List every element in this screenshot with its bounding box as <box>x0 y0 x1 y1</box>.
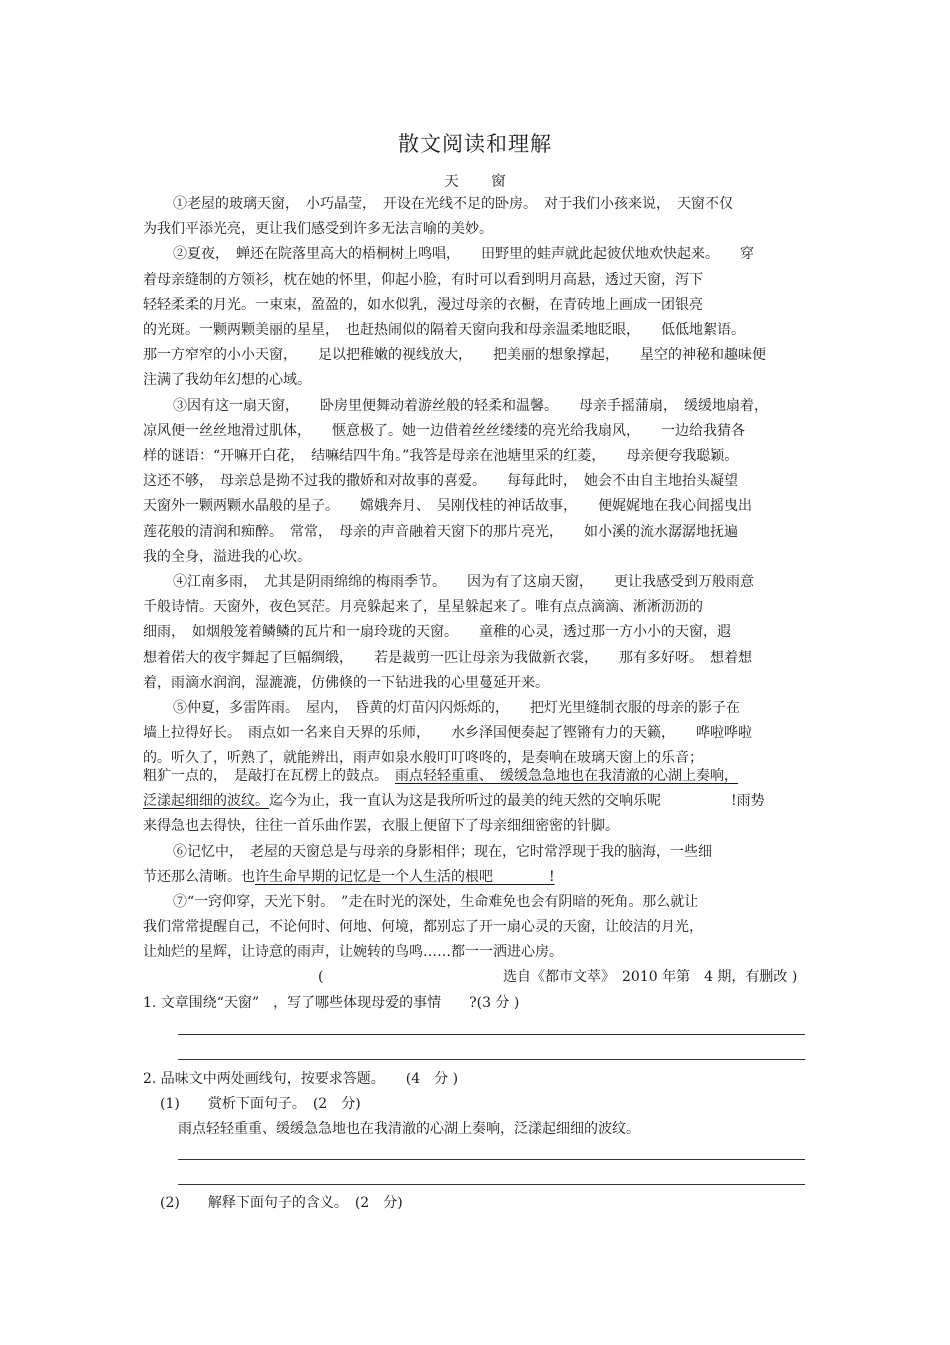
line-text: 迄今为止，我一直认为这是我所听过的最美的纯天然的交响乐呢 !雨势 <box>269 793 765 809</box>
question-2: 2. 品味文中两处画线句，按要求答题。 (4 分 ) <box>143 1071 459 1087</box>
line-text: 粗犷一点的， 是敲打在瓦楞上的鼓点。 <box>143 768 395 784</box>
essay-line <box>143 766 738 786</box>
underlined-sentence: 雨点轻轻重重、 缓缓急急地也在我清澈的心湖上奏响， <box>395 768 738 784</box>
essay-line: ②夏夜， 蝉还在院落里高大的梧桐树上鸣唱， 田野里的蛙声就此起彼伏地欢快起来。 穿 <box>173 246 754 262</box>
essay-line: 轻轻柔柔的月光。一束束，盈盈的，如水似乳，漫过母亲的衣橱，在青砖地上画成一团银亮 <box>143 297 703 313</box>
essay-line: 着，雨滴水润润，湿漉漉，仿佛倏的一下钻进我的心里蔓延开来。 <box>143 675 549 691</box>
essay-line: 凉风便一丝丝地滑过肌体， 惬意极了。她一边借着丝丝缕缕的亮光给我扇风， 一边给我猜各 <box>143 423 745 439</box>
essay-line: 我们常常提醒自己，不论何时、何地、何境，都别忘了开一扇心灵的天窗，让皎洁的月光， <box>143 919 703 935</box>
essay-line: 来得急也去得快，往往一首乐曲作罢，衣服上便留下了母亲细细密密的针脚。 <box>143 818 619 834</box>
underlined-sentence: 许生命早期的记忆是一个人生活的根吧 ! <box>255 869 555 885</box>
page-title: 散文阅读和理解 <box>398 132 552 156</box>
source-citation: 选自《都市文萃》 2010 年第 4 期，有删改 ) <box>503 969 798 985</box>
essay-title <box>0 170 950 191</box>
essay-line: 为我们平添光亮，更让我们感受到许多无法言喻的美妙。 <box>143 221 493 237</box>
essay-line: 想着偌大的夜宇舞起了巨幅绸缎， 若是裁剪一匹让母亲为我做新衣裳， 那有多好呀。 想着想 <box>143 650 752 666</box>
essay-line <box>143 867 555 887</box>
essay-line: 墙上拉得好长。 雨点如一名来自天界的乐师， 水乡泽国便奏起了铿锵有力的天籁， 哗啦哗啦 <box>143 725 752 741</box>
answer-line[interactable] <box>178 1059 805 1060</box>
essay-line: 让灿烂的星辉，让诗意的雨声，让婉转的鸟鸣……都一一洒进心房。 <box>143 944 563 960</box>
question-2-2: (2) 解释下面句子的含义。 (2 分) <box>160 1195 403 1211</box>
source-open: ( <box>318 969 324 985</box>
essay-line: ⑤仲夏，多雷阵雨。 屋内， 昏黄的灯苗闪闪烁烁的， 把灯光里缝制衣服的母亲的影子在 <box>173 700 740 716</box>
essay-title-char: 窗 <box>491 174 506 190</box>
question-2-1: (1) 赏析下面句子。 (2 分) <box>160 1096 361 1112</box>
essay-line: ③因有这一扇天窗， 卧房里便舞动着游丝般的轻柔和温馨。 母亲手摇蒲扇， 缓缓地扇着， <box>173 398 768 414</box>
essay-line: 的光斑。一颗两颗美丽的星星， 也赶热闹似的隔着天窗向我和母亲温柔地眨眼， 低低地絮语。 <box>143 322 745 338</box>
essay-line: 的。听久了，听熟了，就能辨出，雨声如泉水般叮叮咚咚的，是奏响在玻璃天窗上的乐音； <box>143 750 703 766</box>
essay-line: ⑦“一窍仰穿，天光下射。 ”走在时光的深处，生命难免也会有阴暗的死角。那么就让 <box>173 894 699 910</box>
quoted-sentence: 雨点轻轻重重、缓缓急急地也在我清澈的心湖上奏响，泛漾起细细的波纹。 <box>178 1121 640 1137</box>
answer-line[interactable] <box>178 1034 805 1035</box>
answer-line[interactable] <box>178 1184 805 1185</box>
essay-line: ⑥记忆中， 老屋的天窗总是与母亲的身影相伴；现在，它时常浮现于我的脑海，一些细 <box>173 844 712 860</box>
essay-title-char: 天 <box>444 174 459 190</box>
essay-line: ④江南多雨， 尤其是阴雨绵绵的梅雨季节。 因为有了这扇天窗， 更让我感受到万般雨意 <box>173 574 754 590</box>
essay-line: ①老屋的玻璃天窗， 小巧晶莹， 开设在光线不足的卧房。 对于我们小孩来说， 天窗不仅 <box>173 196 733 212</box>
answer-line[interactable] <box>178 1159 805 1160</box>
essay-line: 注满了我幼年幻想的心域。 <box>143 372 311 388</box>
essay-line: 着母亲缝制的方领衫，枕在她的怀里，仰起小脸，有时可以看到明月高悬，透过天窗，泻下 <box>143 272 703 288</box>
essay-line: 我的全身，溢进我的心坎。 <box>143 549 311 565</box>
line-text: 节还那么清晰。也 <box>143 869 255 885</box>
essay-line: 细雨， 如烟般笼着鳞鳞的瓦片和一扇玲珑的天窗。 童稚的心灵，透过那一方小小的天窗，遐 <box>143 624 731 640</box>
essay-line: 千般诗情。天窗外，夜色冥茫。月亮躲起来了，星星躲起来了。唯有点点滴滴、淅淅沥沥的 <box>143 599 703 615</box>
underlined-sentence: 泛漾起细细的波纹。 <box>143 793 269 809</box>
essay-line: 样的谜语：“开嘛开白花， 结嘛结四牛角。”我答是母亲在池塘里采的红菱， 母亲便夸我聪颖。 <box>143 448 739 464</box>
essay-line: 这还不够， 母亲总是拗不过我的撒娇和对故事的喜爱。 每每此时， 她会不由自主地抬头凝望 <box>143 473 738 489</box>
essay-line: 天窗外一颗两颗水晶般的星子。 嫦娥奔月、 吴刚伐桂的神话故事， 便娓娓地在我心间摇曳出 <box>143 498 752 514</box>
question-1: 1. 文章围绕“天窗” ，写了哪些体现母爱的事情 ?(3 分 ) <box>143 995 520 1011</box>
essay-line: 那一方窄窄的小小天窗， 足以把稚嫩的视线放大， 把美丽的想象撑起， 星空的神秘和趣味便 <box>143 347 766 363</box>
essay-line: 莲花般的清润和痴醉。 常常， 母亲的声音融着天窗下的那片亮光， 如小溪的流水潺潺地抚遍 <box>143 524 738 540</box>
essay-line <box>143 791 765 811</box>
